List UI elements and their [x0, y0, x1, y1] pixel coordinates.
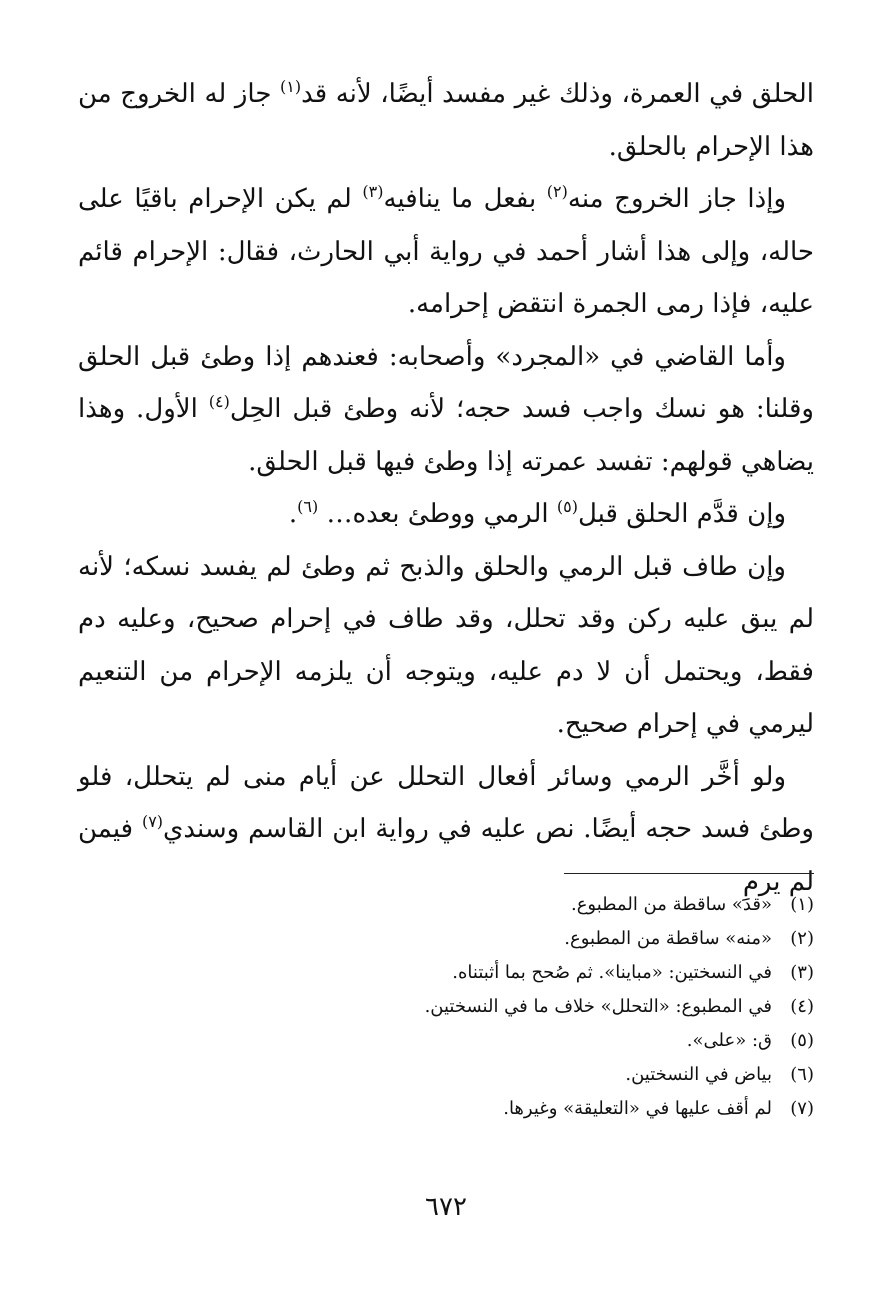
footnote-4 [78, 990, 814, 1024]
footnote-number: (١) [790, 894, 814, 915]
footnote-number: (٥) [790, 1030, 814, 1051]
footnote-7 [78, 1092, 814, 1126]
footnote-number: (٢) [790, 928, 814, 949]
footnote-text: لم أقف عليها في «التعليقة» وغيرها. [503, 1098, 772, 1119]
paragraph-3 [78, 331, 814, 489]
footnote-text: «منه» ساقطة من المطبوع. [564, 928, 772, 949]
footnote-6 [78, 1058, 814, 1092]
text-segment: الأول. وهذا يضاهي قولهم: تفسد عمرته إذا وطئ فيها قبل الحلق. [78, 394, 814, 477]
footnote-separator [564, 873, 814, 874]
footnote-marker-5: (٥) [556, 497, 578, 516]
footnote-number: (٤) [790, 996, 814, 1017]
text-segment: الحلق في العمرة، وذلك غير مفسد أيضًا، لأنه قد [301, 79, 814, 109]
footnote-marker-4: (٤) [208, 392, 230, 411]
footnote-marker-3: (٣) [362, 182, 384, 201]
footnote-text: في النسختين: «مباينا». ثم صُحح بما أثبتناه. [452, 962, 772, 983]
footnotes-list [78, 888, 814, 1126]
text-segment: لم يكن الإحرام باقيًا على حاله، وإلى هذا أشار أحمد في رواية أبي الحارث، فقال: الإحرام قائم عليه، فإذا رمى الجمرة انتقض إحرامه. [78, 184, 814, 319]
paragraph-1 [78, 68, 814, 173]
footnote-number: (٦) [790, 1064, 814, 1085]
footnote-text: في المطبوع: «التحلل» خلاف ما في النسختين. [424, 996, 772, 1017]
text-segment: جاز له الخروج من هذا الإحرام بالحلق. [78, 79, 814, 162]
text-segment: فيمن لم يرمِ [78, 814, 814, 897]
footnote-marker-2: (٢) [546, 182, 568, 201]
footnote-5 [78, 1024, 814, 1058]
footnote-marker-6: (٦) [297, 497, 319, 516]
footnote-text: ق: «على». [686, 1030, 772, 1051]
text-segment: وأما القاضي في «المجرد» وأصحابه: فعندهم إذا وطئ قبل الحلق وقلنا: هو نسك واجب فسد حجه؛ لأنه وطئ قبل الحِل [78, 341, 814, 424]
footnote-marker-7: (٧) [141, 812, 164, 831]
text-segment: ولو أخَّر الرمي وسائر أفعال التحلل عن أيام منى لم يتحلل، فلو وطئ فسد حجه أيضًا. نص عليه في رواية ابن القاسم وسندي [78, 761, 814, 844]
page-number: ٦٧٢ [425, 1192, 467, 1222]
footnote-number: (٣) [790, 962, 814, 983]
text-segment: . [288, 499, 298, 529]
main-text [78, 68, 814, 897]
paragraph-2 [78, 173, 814, 331]
paragraph-6 [78, 751, 814, 909]
page-body [78, 68, 814, 897]
paragraph-4 [78, 488, 814, 541]
text-segment: وإن طاف قبل الرمي والحلق والذبح ثم وطئ لم يفسد نسكه؛ لأنه لم يبق عليه ركن وقد تحلل، وقد طاف في إحرام صحيح، وعليه دم فقط، ويحتمل أن لا دم عليه، ويتوجه أن يلزمه الإحرام من التنعيم ليرمي في إحرام صحيح. [78, 551, 814, 739]
footnote-2 [78, 922, 814, 956]
text-segment: وإذا جاز الخروج منه [567, 184, 787, 214]
text-segment: الرمي ووطئ بعده… [318, 499, 557, 529]
footnote-marker-1: (١) [279, 77, 302, 96]
paragraph-5 [78, 541, 814, 751]
footnote-1 [78, 888, 814, 922]
text-segment: وإن قدَّم الحلق قبل [577, 499, 786, 529]
text-segment: بفعل ما ينافيه [383, 184, 547, 214]
footnote-text: بياض في النسختين. [625, 1064, 772, 1085]
footnote-text: «قد» ساقطة من المطبوع. [570, 894, 772, 915]
footnote-number: (٧) [790, 1098, 814, 1119]
footnote-3 [78, 956, 814, 990]
